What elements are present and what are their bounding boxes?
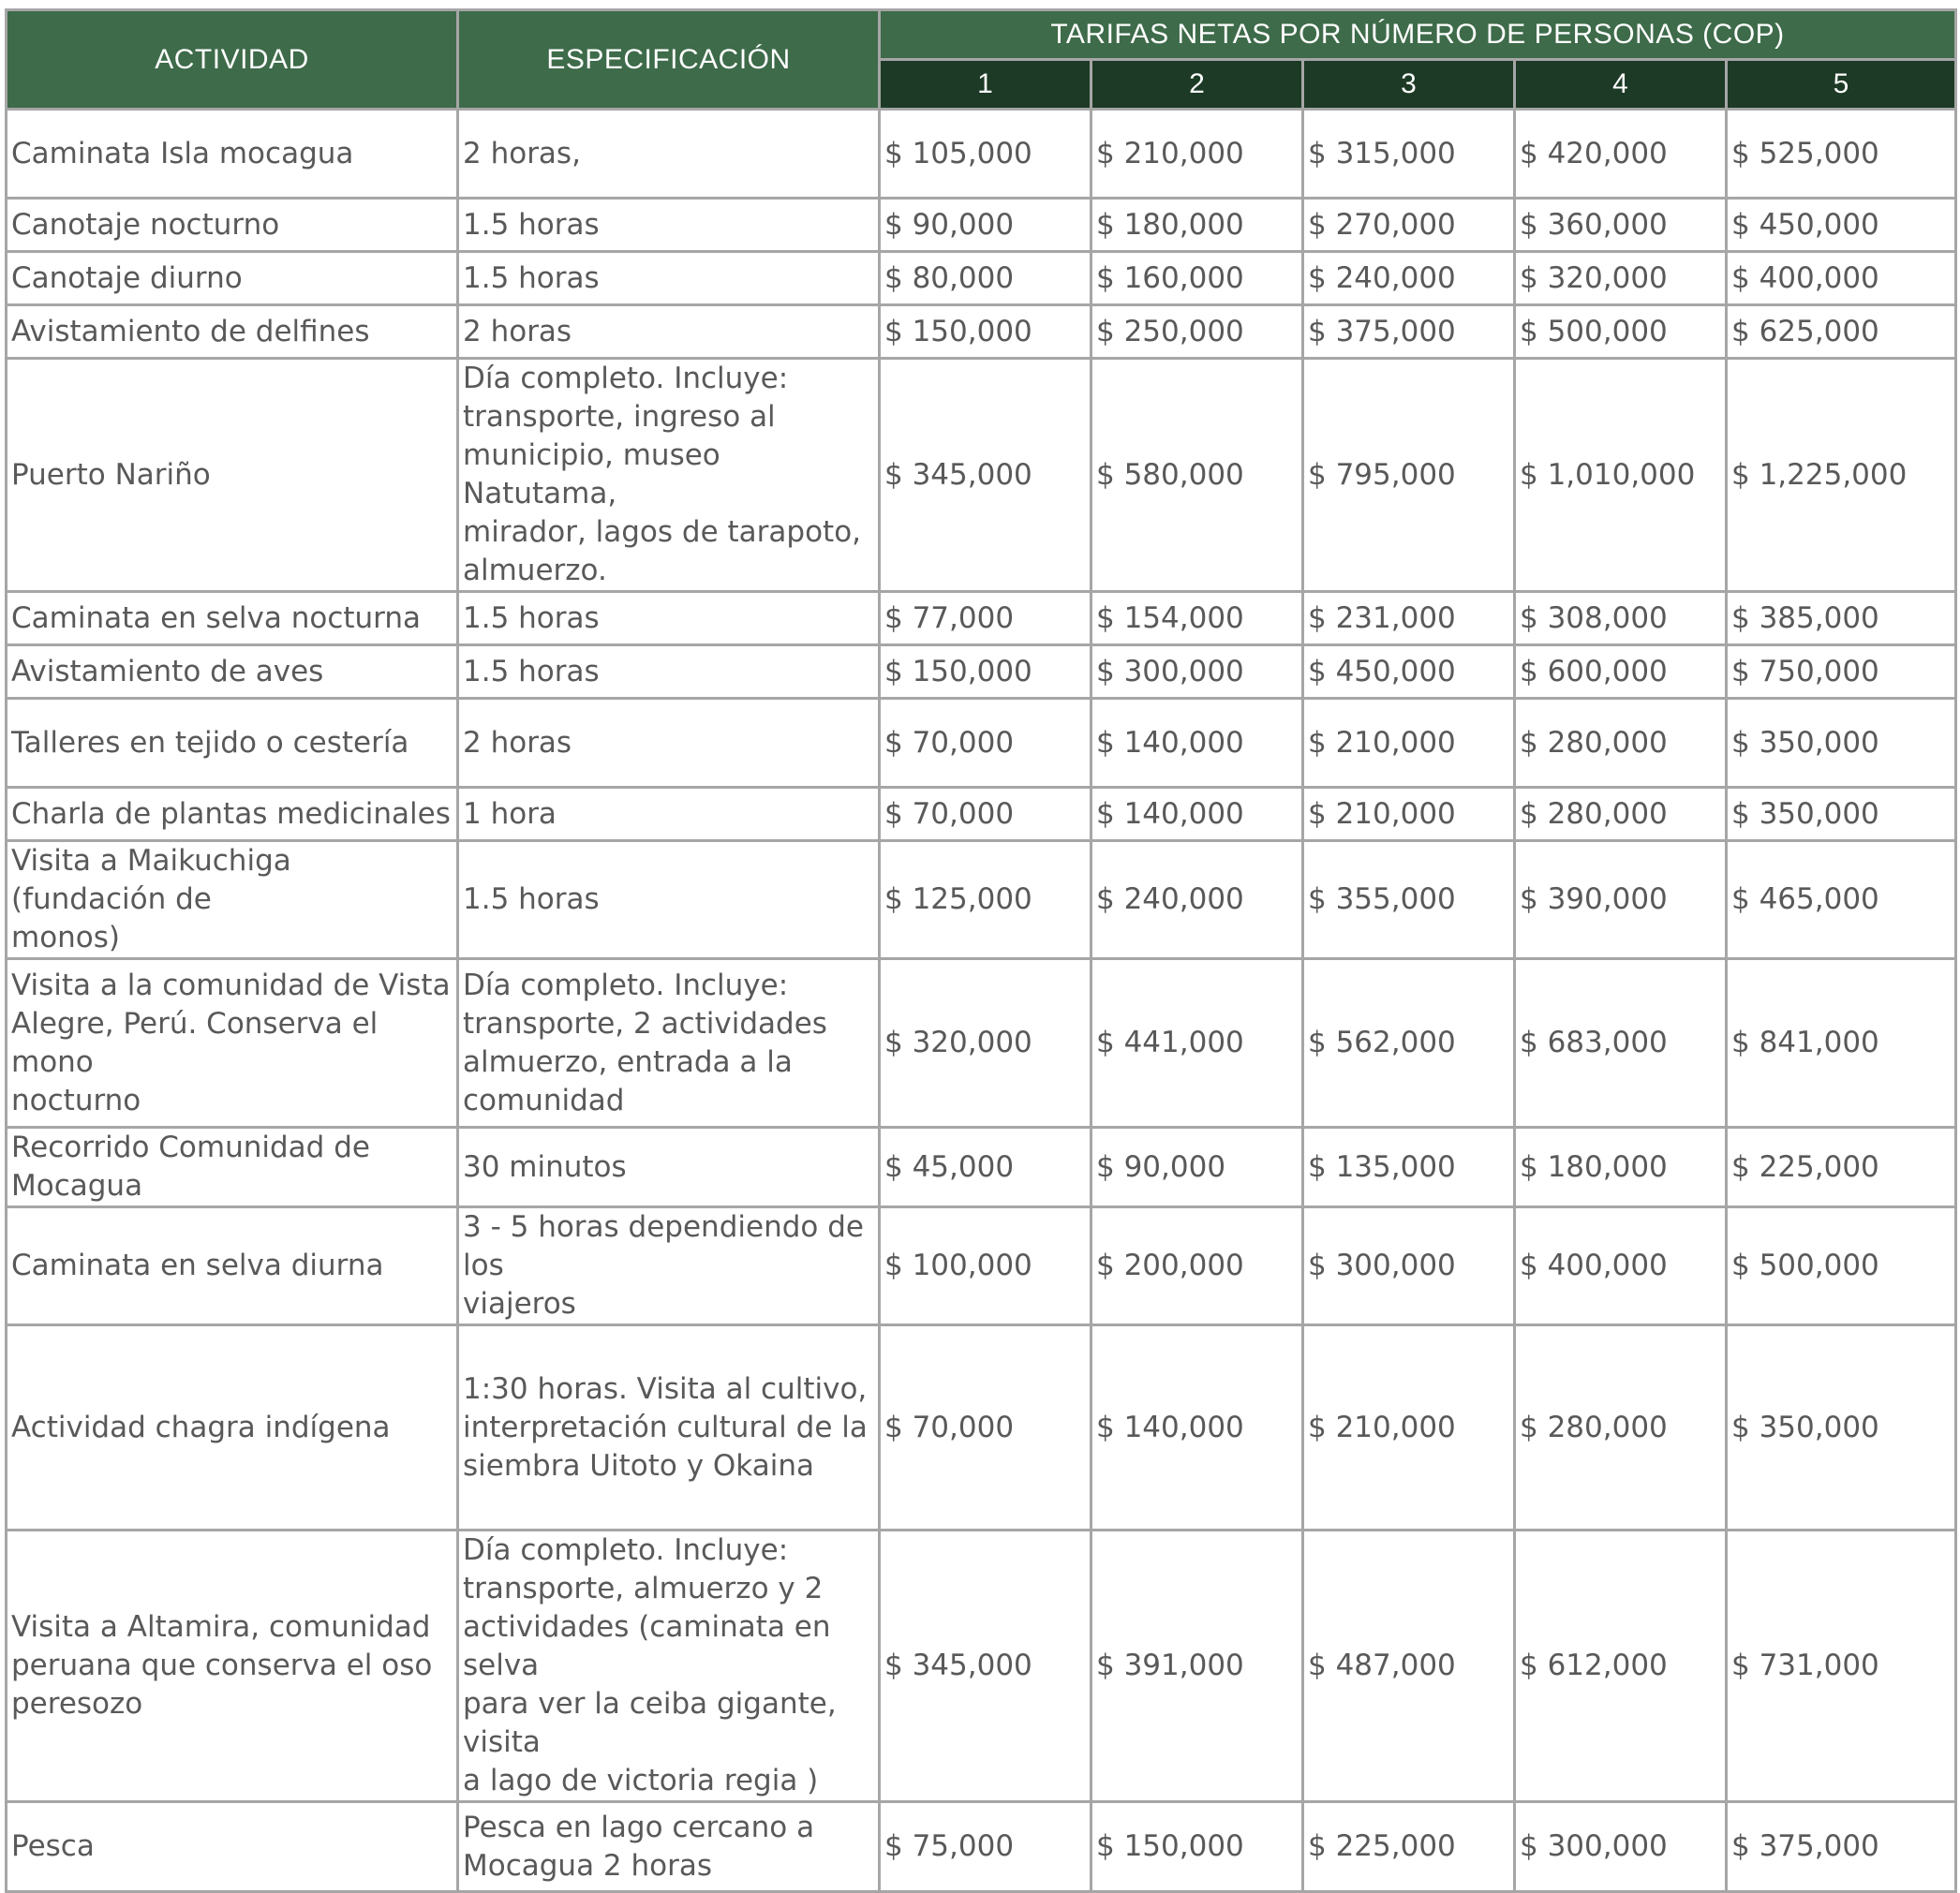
specification-cell: 30 minutos bbox=[458, 1128, 880, 1207]
price-cell-4: $ 500,000 bbox=[1515, 305, 1727, 359]
activity-cell: Recorrido Comunidad de Mocagua bbox=[7, 1128, 458, 1207]
price-cell-4: $ 300,000 bbox=[1515, 1802, 1727, 1892]
specification-cell: Día completo. Incluye: transporte, ingreso al municipio, museo Natutama, mirador, lagos de tarapoto, almuerzo. bbox=[458, 359, 880, 592]
specification-cell: Pesca en lago cercano a Mocagua 2 horas bbox=[458, 1802, 880, 1892]
table-row bbox=[7, 841, 1956, 959]
price-cell-1: $ 150,000 bbox=[880, 645, 1091, 699]
price-cell-4: $ 612,000 bbox=[1515, 1531, 1727, 1802]
price-cell-2: $ 140,000 bbox=[1091, 788, 1303, 841]
table-row bbox=[7, 1531, 1956, 1802]
price-cell-1: $ 80,000 bbox=[880, 252, 1091, 305]
activity-cell: Pesca bbox=[7, 1802, 458, 1892]
price-cell-3: $ 135,000 bbox=[1303, 1128, 1515, 1207]
specification-cell: 2 horas, bbox=[458, 110, 880, 199]
header-activity: ACTIVIDAD bbox=[7, 10, 458, 110]
table-row bbox=[7, 959, 1956, 1128]
activity-cell: Avistamiento de delfines bbox=[7, 305, 458, 359]
price-cell-4: $ 600,000 bbox=[1515, 645, 1727, 699]
price-cell-4: $ 180,000 bbox=[1515, 1128, 1727, 1207]
header-people-1: 1 bbox=[880, 60, 1091, 110]
price-cell-1: $ 125,000 bbox=[880, 841, 1091, 959]
table-row bbox=[7, 788, 1956, 841]
price-cell-1: $ 70,000 bbox=[880, 699, 1091, 788]
price-cell-4: $ 360,000 bbox=[1515, 199, 1727, 252]
price-cell-1: $ 100,000 bbox=[880, 1207, 1091, 1325]
specification-cell: Día completo. Incluye: transporte, 2 actividades almuerzo, entrada a la comunidad bbox=[458, 959, 880, 1128]
activity-cell: Visita a Maikuchiga (fundación de monos) bbox=[7, 841, 458, 959]
table-row bbox=[7, 305, 1956, 359]
table-row bbox=[7, 252, 1956, 305]
price-cell-3: $ 795,000 bbox=[1303, 359, 1515, 592]
price-cell-1: $ 70,000 bbox=[880, 1325, 1091, 1531]
price-cell-2: $ 154,000 bbox=[1091, 592, 1303, 645]
specification-cell: 1.5 horas bbox=[458, 252, 880, 305]
price-cell-1: $ 90,000 bbox=[880, 199, 1091, 252]
price-cell-2: $ 250,000 bbox=[1091, 305, 1303, 359]
header-people-2: 2 bbox=[1091, 60, 1303, 110]
price-cell-2: $ 391,000 bbox=[1091, 1531, 1303, 1802]
price-cell-1: $ 45,000 bbox=[880, 1128, 1091, 1207]
rates-table bbox=[5, 8, 1957, 1893]
price-cell-3: $ 562,000 bbox=[1303, 959, 1515, 1128]
table-row bbox=[7, 110, 1956, 199]
price-cell-1: $ 75,000 bbox=[880, 1802, 1091, 1892]
price-cell-5: $ 525,000 bbox=[1727, 110, 1956, 199]
specification-cell: 3 - 5 horas dependiendo de los viajeros bbox=[458, 1207, 880, 1325]
price-cell-2: $ 300,000 bbox=[1091, 645, 1303, 699]
table-row bbox=[7, 592, 1956, 645]
price-cell-5: $ 350,000 bbox=[1727, 1325, 1956, 1531]
price-cell-5: $ 841,000 bbox=[1727, 959, 1956, 1128]
price-cell-5: $ 465,000 bbox=[1727, 841, 1956, 959]
price-cell-1: $ 77,000 bbox=[880, 592, 1091, 645]
specification-cell: 2 horas bbox=[458, 699, 880, 788]
activity-cell: Caminata en selva nocturna bbox=[7, 592, 458, 645]
price-cell-2: $ 580,000 bbox=[1091, 359, 1303, 592]
table-row bbox=[7, 645, 1956, 699]
table-header bbox=[7, 10, 1956, 110]
price-cell-5: $ 400,000 bbox=[1727, 252, 1956, 305]
price-cell-4: $ 280,000 bbox=[1515, 788, 1727, 841]
price-cell-3: $ 210,000 bbox=[1303, 1325, 1515, 1531]
price-cell-1: $ 320,000 bbox=[880, 959, 1091, 1128]
price-cell-5: $ 500,000 bbox=[1727, 1207, 1956, 1325]
price-cell-3: $ 270,000 bbox=[1303, 199, 1515, 252]
price-cell-5: $ 350,000 bbox=[1727, 788, 1956, 841]
price-cell-4: $ 420,000 bbox=[1515, 110, 1727, 199]
price-cell-4: $ 308,000 bbox=[1515, 592, 1727, 645]
price-cell-2: $ 210,000 bbox=[1091, 110, 1303, 199]
activity-cell: Visita a Altamira, comunidad peruana que conserva el oso peresozo bbox=[7, 1531, 458, 1802]
activity-cell: Canotaje nocturno bbox=[7, 199, 458, 252]
price-cell-3: $ 300,000 bbox=[1303, 1207, 1515, 1325]
price-cell-5: $ 750,000 bbox=[1727, 645, 1956, 699]
header-people-5: 5 bbox=[1727, 60, 1956, 110]
price-cell-3: $ 375,000 bbox=[1303, 305, 1515, 359]
activity-cell: Charla de plantas medicinales bbox=[7, 788, 458, 841]
price-cell-2: $ 140,000 bbox=[1091, 1325, 1303, 1531]
price-cell-5: $ 225,000 bbox=[1727, 1128, 1956, 1207]
table-row bbox=[7, 699, 1956, 788]
price-cell-4: $ 400,000 bbox=[1515, 1207, 1727, 1325]
price-cell-5: $ 350,000 bbox=[1727, 699, 1956, 788]
price-cell-4: $ 320,000 bbox=[1515, 252, 1727, 305]
price-cell-2: $ 90,000 bbox=[1091, 1128, 1303, 1207]
specification-cell: Día completo. Incluye: transporte, almuerzo y 2 actividades (caminata en selva para ver la ceiba gigante, visita a lago de victoria regia ) bbox=[458, 1531, 880, 1802]
price-cell-4: $ 683,000 bbox=[1515, 959, 1727, 1128]
table-row bbox=[7, 1802, 1956, 1892]
price-cell-2: $ 240,000 bbox=[1091, 841, 1303, 959]
price-cell-3: $ 315,000 bbox=[1303, 110, 1515, 199]
activity-cell: Caminata Isla mocagua bbox=[7, 110, 458, 199]
table-row bbox=[7, 1128, 1956, 1207]
price-cell-2: $ 160,000 bbox=[1091, 252, 1303, 305]
price-cell-2: $ 441,000 bbox=[1091, 959, 1303, 1128]
price-cell-5: $ 375,000 bbox=[1727, 1802, 1956, 1892]
price-cell-5: $ 731,000 bbox=[1727, 1531, 1956, 1802]
price-cell-4: $ 1,010,000 bbox=[1515, 359, 1727, 592]
header-rates-group: TARIFAS NETAS POR NÚMERO DE PERSONAS (COP) bbox=[880, 10, 1956, 60]
price-cell-3: $ 225,000 bbox=[1303, 1802, 1515, 1892]
activity-cell: Visita a la comunidad de Vista Alegre, Perú. Conserva el mono nocturno bbox=[7, 959, 458, 1128]
table-row bbox=[7, 359, 1956, 592]
activity-cell: Avistamiento de aves bbox=[7, 645, 458, 699]
price-cell-2: $ 180,000 bbox=[1091, 199, 1303, 252]
specification-cell: 1.5 horas bbox=[458, 645, 880, 699]
price-cell-4: $ 280,000 bbox=[1515, 699, 1727, 788]
price-cell-5: $ 450,000 bbox=[1727, 199, 1956, 252]
table-row bbox=[7, 1325, 1956, 1531]
price-cell-3: $ 210,000 bbox=[1303, 699, 1515, 788]
price-cell-1: $ 70,000 bbox=[880, 788, 1091, 841]
activity-cell: Actividad chagra indígena bbox=[7, 1325, 458, 1531]
price-cell-2: $ 150,000 bbox=[1091, 1802, 1303, 1892]
price-cell-2: $ 140,000 bbox=[1091, 699, 1303, 788]
price-cell-3: $ 355,000 bbox=[1303, 841, 1515, 959]
price-cell-5: $ 1,225,000 bbox=[1727, 359, 1956, 592]
specification-cell: 2 horas bbox=[458, 305, 880, 359]
activity-cell: Caminata en selva diurna bbox=[7, 1207, 458, 1325]
price-cell-3: $ 487,000 bbox=[1303, 1531, 1515, 1802]
price-cell-3: $ 240,000 bbox=[1303, 252, 1515, 305]
price-cell-2: $ 200,000 bbox=[1091, 1207, 1303, 1325]
specification-cell: 1.5 horas bbox=[458, 592, 880, 645]
price-cell-1: $ 345,000 bbox=[880, 359, 1091, 592]
header-people-4: 4 bbox=[1515, 60, 1727, 110]
price-cell-1: $ 105,000 bbox=[880, 110, 1091, 199]
price-cell-5: $ 385,000 bbox=[1727, 592, 1956, 645]
price-cell-3: $ 231,000 bbox=[1303, 592, 1515, 645]
header-people-3: 3 bbox=[1303, 60, 1515, 110]
table-row bbox=[7, 199, 1956, 252]
price-cell-3: $ 210,000 bbox=[1303, 788, 1515, 841]
price-cell-1: $ 150,000 bbox=[880, 305, 1091, 359]
price-cell-1: $ 345,000 bbox=[880, 1531, 1091, 1802]
table-row bbox=[7, 1207, 1956, 1325]
table-body bbox=[7, 110, 1956, 1892]
activity-cell: Puerto Nariño bbox=[7, 359, 458, 592]
price-cell-4: $ 390,000 bbox=[1515, 841, 1727, 959]
activity-cell: Talleres en tejido o cestería bbox=[7, 699, 458, 788]
price-cell-3: $ 450,000 bbox=[1303, 645, 1515, 699]
activity-cell: Canotaje diurno bbox=[7, 252, 458, 305]
specification-cell: 1 hora bbox=[458, 788, 880, 841]
price-cell-5: $ 625,000 bbox=[1727, 305, 1956, 359]
specification-cell: 1:30 horas. Visita al cultivo, interpretación cultural de la siembra Uitoto y Okaina bbox=[458, 1325, 880, 1531]
price-cell-4: $ 280,000 bbox=[1515, 1325, 1727, 1531]
header-specification: ESPECIFICACIÓN bbox=[458, 10, 880, 110]
specification-cell: 1.5 horas bbox=[458, 199, 880, 252]
specification-cell: 1.5 horas bbox=[458, 841, 880, 959]
